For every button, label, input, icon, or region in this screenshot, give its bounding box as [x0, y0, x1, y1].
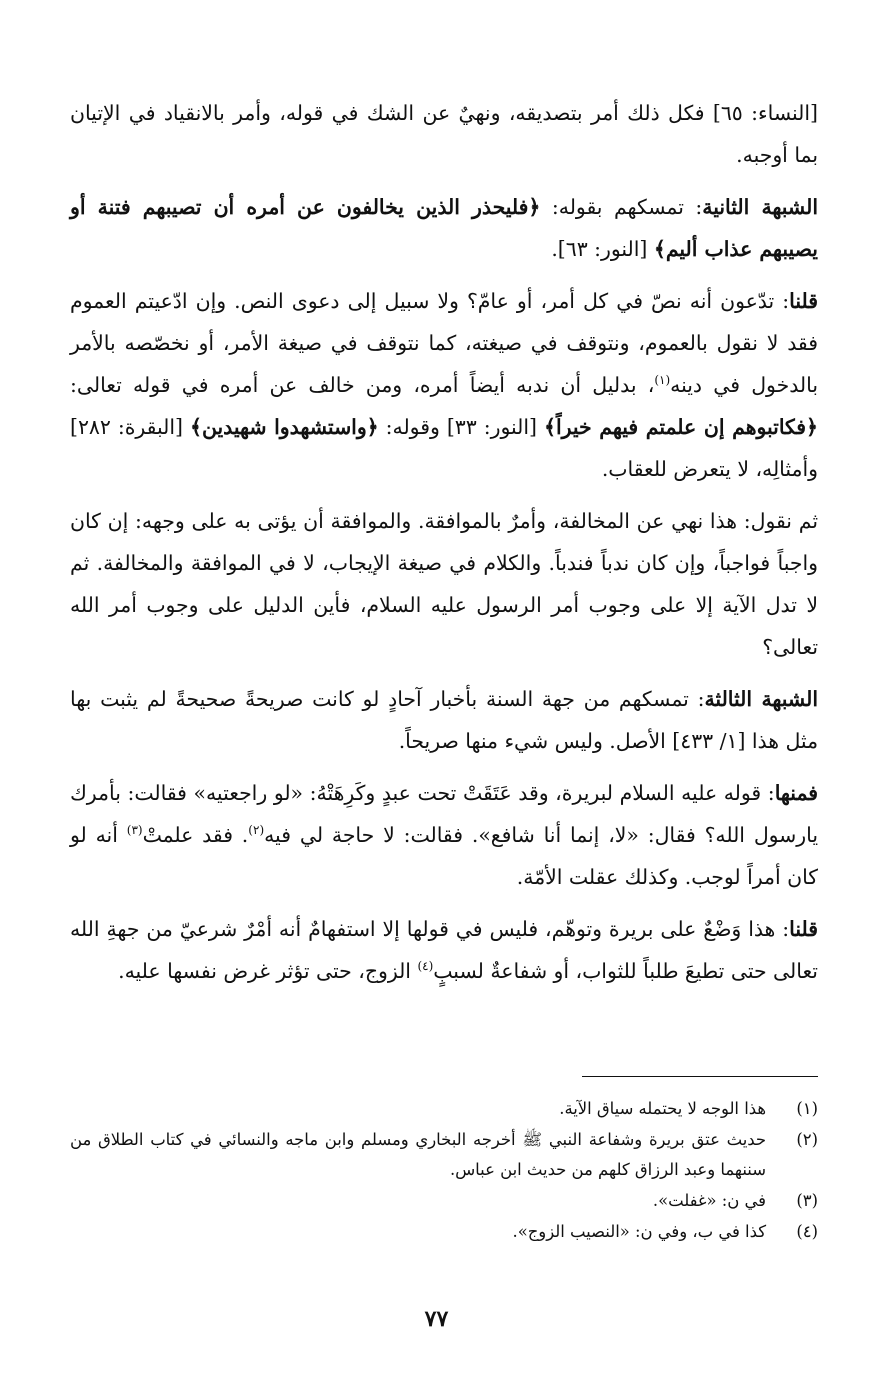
footnote-number: (٤) — [796, 1222, 818, 1241]
paragraph-lead: الشبهة الثالثة — [704, 687, 818, 711]
paragraph-text: . فقد علمتْ — [142, 823, 249, 847]
paragraph-text: أنه لو كان أمراً لوجب. وكذلك عقلت الأمّة. — [70, 823, 818, 889]
paragraph-lead: فمنها — [774, 781, 818, 805]
page-number: ٧٧ — [424, 1306, 449, 1332]
footnote-number: (٢) — [796, 1130, 818, 1149]
footnote-marker: (٤) — [417, 959, 434, 974]
paragraph-lead: قلنا — [789, 917, 818, 941]
footnote-marker: (٣) — [126, 823, 143, 838]
quran-quote: ﴿واستشهدوا شهيدين﴾ — [190, 415, 379, 439]
footnote-separator — [582, 1076, 818, 1077]
footnote-text: كذا في ب، وفي ن: «النصيب الزوج». — [512, 1222, 766, 1241]
paragraph-text: الزوج، حتى تؤثر غرض نفسها عليه. — [118, 959, 418, 983]
quran-quote: ﴿فليحذر الذين يخالفون عن أمره أن تصيبهم فتنة أو يصيبهم عذاب أليم﴾ — [70, 195, 818, 261]
footnote-number: (١) — [796, 1099, 818, 1118]
paragraph-text: ، بدليل أن ندبه أيضاً أمره، ومن خالف عن أمره في قوله تعالى: — [70, 373, 655, 397]
paragraph-lead: قلنا — [789, 289, 818, 313]
footnote-number: (٣) — [796, 1191, 818, 1210]
paragraph-lead: الشبهة الثانية — [702, 195, 818, 219]
paragraph — [70, 186, 818, 270]
paragraph-text: [النور: ٣٣] وقوله: — [378, 415, 544, 439]
paragraph-text: : تمسكهم بقوله: — [540, 195, 703, 219]
footnote — [70, 1125, 818, 1185]
paragraph-text: : تدّعون أنه نصّ في كل أمر، أو عامّ؟ ولا سبيل إلى دعوى النص. وإن ادّعيتم العموم فقد لا نقول بالعموم، ونتوقف في صيغته، كما نتوقف في صيغة الأمر، أو نخصّصه بالأمر بالدخول في دينه — [70, 289, 818, 397]
footnote-marker: (١) — [654, 373, 671, 388]
paragraph-text: [البقرة: ٢٨٢] وأمثالِه، لا يتعرض للعقاب. — [70, 415, 818, 481]
paragraph — [70, 772, 818, 898]
footnote-text: في ن: «غفلت». — [652, 1191, 766, 1210]
paragraph-text: : هذا وَضْعٌ على بريرة وتوهّم، فليس في قولها إلا استفهامٌ أنه أمْرٌ شرعيّ من جهةِ الله تعالى حتى تطيعَ طلباً للثواب، أو شفاعةٌ لسببٍ — [70, 917, 818, 983]
quran-quote: ﴿فكاتبوهم إن علمتم فيهم خيراً﴾ — [544, 415, 818, 439]
footnotes — [70, 1094, 818, 1248]
footnote — [70, 1217, 818, 1247]
paragraph — [70, 500, 818, 668]
footnote-text: هذا الوجه لا يحتمله سياق الآية. — [559, 1099, 766, 1118]
paragraph — [70, 678, 818, 762]
paragraph — [70, 92, 818, 176]
footnote-marker: (٢) — [248, 823, 265, 838]
paragraph-text: [النور: ٦٣]. — [551, 237, 654, 261]
footnote-text: حديث عتق بريرة وشفاعة النبي ﷺ أخرجه البخاري ومسلم وابن ماجه والنسائي في كتاب الطلاق من سننهما وعبد الرزاق كلهم من حديث ابن عباس. — [70, 1130, 766, 1179]
paragraph-text: : تمسكهم من جهة السنة بأخبار آحادٍ لو كانت صريحةً صحيحةً لم يثبت بها مثل هذا [١/ ٤٣٣] الأصل. وليس شيء منها صريحاً. — [70, 687, 818, 753]
footnote — [70, 1094, 818, 1124]
paragraph-text: : قوله عليه السلام لبريرة، وقد عَتَقَتْ تحت عبدٍ وكَرِهَتْهُ: «لو راجعتيه» فقالت: بأمرك يارسول الله؟ فقال: «لا، إنما أنا شافع». فقالت: لا حاجة لي فيه — [70, 781, 818, 847]
paragraph — [70, 908, 818, 992]
paragraph — [70, 280, 818, 490]
paragraph-text: [النساء: ٦٥] فكل ذلك أمر بتصديقه، ونهيٌ عن الشك في قوله، وأمر بالانقياد في الإتيان بما أوجبه. — [70, 101, 818, 167]
footnote — [70, 1186, 818, 1216]
main-text — [70, 92, 818, 1002]
paragraph-text: ثم نقول: هذا نهي عن المخالفة، وأمرٌ بالموافقة. والموافقة أن يؤتى به على وجهه: إن كان واجباً فواجباً، وإن كان ندباً فندباً. والكلام في صيغة الإيجاب، لا في الموافقة والمخالفة. ثم لا تدل الآية إلا على وجوب أمر الرسول عليه السلام، فأين الدليل على وجوب أمر الله تعالى؟ — [70, 509, 818, 659]
